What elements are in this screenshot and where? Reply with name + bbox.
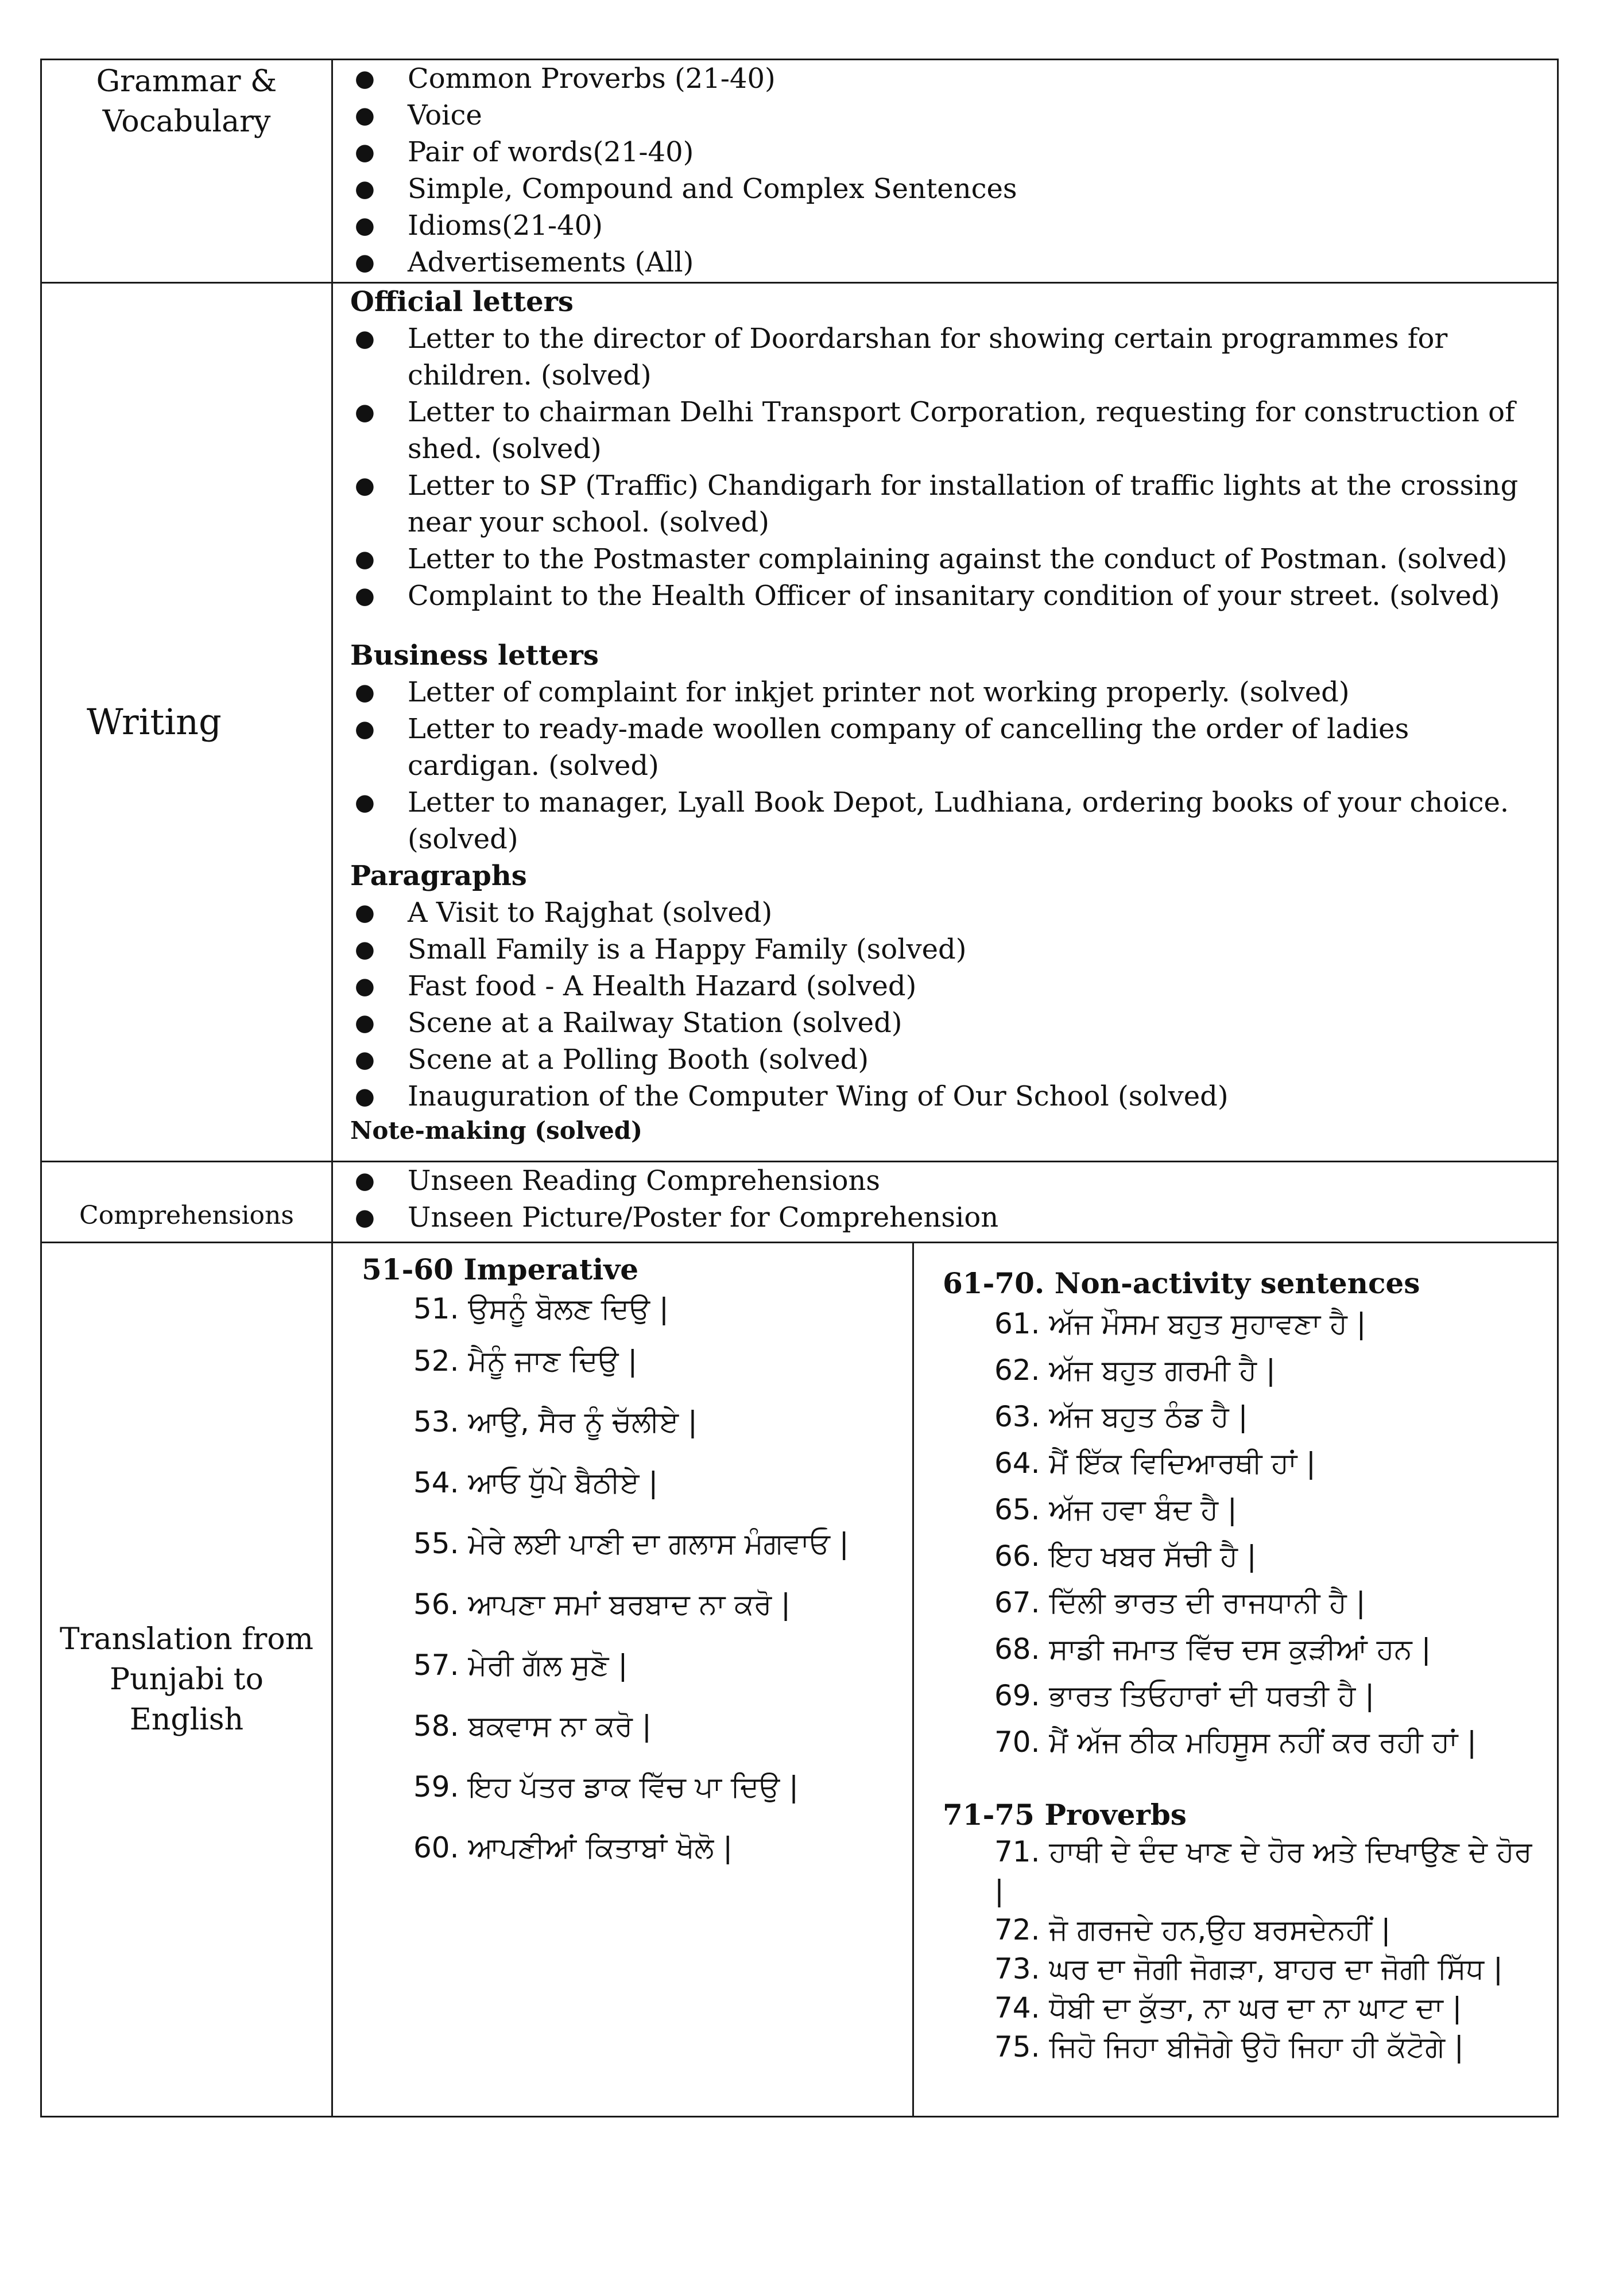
list-item: ● Inauguration of the Computer Wing of Our School (solved): [350, 1078, 1540, 1115]
nonactivity-heading: 61-70. Non-activity sentences: [943, 1266, 1420, 1300]
list-item: 60. ਆਪਣੀਆਂ ਕਿਤਾਬਾਂ ਖੋਲੋ |: [413, 1831, 733, 1864]
bullet-icon: ●: [355, 679, 375, 705]
writing-content: [332, 283, 1558, 1162]
spacer: [333, 614, 1557, 637]
bullet-icon: ●: [355, 973, 375, 999]
imperative-heading: 51-60 Imperative: [362, 1252, 639, 1286]
bullet-icon: ●: [355, 325, 375, 352]
nonactivity-column: [914, 1243, 1557, 2116]
list-item: ● Idioms(21-40): [350, 207, 1540, 244]
bullet-icon: ●: [355, 176, 375, 202]
list-item: ● Fast food - A Health Hazard (solved): [350, 968, 1540, 1004]
bullet-icon: ●: [355, 1168, 375, 1194]
list-item: ● Simple, Compound and Complex Sentences: [350, 170, 1540, 207]
list-item: 61. ਅੱਜ ਮੌਸਮ ਬਹੁਤ ਸੁਹਾਵਣਾ ਹੈ |: [994, 1307, 1366, 1340]
bullet-icon: ●: [355, 249, 375, 276]
list-item: 53. ਆਉ, ਸੈਰ ਨੂੰ ਚੱਲੀਏ |: [413, 1405, 698, 1438]
note-making-heading: Note-making (solved): [350, 1116, 643, 1145]
list-item: 51. ਉਸਨੂੰ ਬੋਲਣ ਦਿਉ |: [413, 1292, 669, 1325]
subject-translation: Translation from Punjabi to English: [41, 1243, 332, 2117]
list-item: 65. ਅੱਜ ਹਵਾ ਬੰਦ ਹੈ |: [994, 1493, 1237, 1526]
bullet-icon: ●: [355, 472, 375, 499]
row-translation: [41, 1243, 1558, 2117]
list-item: 75. ਜਿਹੋ ਜਿਹਾ ਬੀਜੋਗੇ ਉਹੋ ਜਿਹਾ ਹੀ ਕੱਟੋਗੇ |: [994, 2030, 1464, 2064]
list-item: ● Letter to chairman Delhi Transport Corporation, requesting for construction of shed. (solved): [350, 394, 1540, 467]
list-item: ● Advertisements (All): [350, 244, 1540, 281]
list-item: ● Scene at a Polling Booth (solved): [350, 1041, 1540, 1078]
list-item: ● Letter to the Postmaster complaining against the conduct of Postman. (solved): [350, 541, 1540, 577]
list-item: 62. ਅੱਜ ਬਹੁਤ ਗਰਮੀ ਹੈ |: [994, 1353, 1276, 1387]
list-item: 63. ਅੱਜ ਬਹੁਤ ਠੰਡ ਹੈ |: [994, 1400, 1248, 1433]
list-item: 67. ਦਿੱਲੀ ਭਾਰਤ ਦੀ ਰਾਜਧਾਨੀ ਹੈ |: [994, 1586, 1366, 1619]
list-item: 64. ਮੈਂ ਇੱਕ ਵਿਦਿਆਰਥੀ ਹਾਂ |: [994, 1446, 1316, 1480]
official-letters-heading: Official letters: [350, 286, 574, 318]
list-item: 52. ਮੈਨੂੰ ਜਾਣ ਦਿਉ |: [413, 1344, 638, 1378]
subject-grammar: Grammar & Vocabulary: [41, 60, 332, 283]
translation-content: [332, 1243, 1558, 2117]
bullet-icon: ●: [355, 399, 375, 425]
list-item: 71. ਹਾਥੀ ਦੇ ਦੰਦ ਖਾਣ ਦੇ ਹੋਰ ਅਤੇ ਦਿਖਾਉਣ ਦੇ ਹੋਰ |: [994, 1835, 1532, 1907]
bullet-icon: ●: [355, 212, 375, 239]
row-grammar: [41, 60, 1558, 283]
spacer: [914, 1766, 1557, 1798]
proverbs-heading: 71-75 Proverbs: [943, 1798, 1187, 1832]
bullet-icon: ●: [355, 546, 375, 572]
list-item: 66. ਇਹ ਖਬਰ ਸੱਚੀ ਹੈ |: [994, 1539, 1257, 1573]
business-letters-list: [333, 674, 1557, 858]
list-item: 70. ਮੈਂ ਅੱਜ ਠੀਕ ਮਹਿਸੂਸ ਨਹੀਂ ਕਰ ਰਹੀ ਹਾਂ |: [994, 1725, 1477, 1759]
list-item: ● Unseen Reading Comprehensions: [350, 1162, 1540, 1199]
imperative-list: [333, 1287, 912, 1878]
list-item: ● Voice: [350, 97, 1540, 134]
list-item: ● A Visit to Rajghat (solved): [350, 894, 1540, 931]
list-item: 56. ਆਪਣਾ ਸਮਾਂ ਬਰਬਾਦ ਨਾ ਕਰੋ |: [413, 1588, 791, 1621]
list-item: 58. ਬਕਵਾਸ ਨਾ ਕਰੋ |: [413, 1709, 652, 1743]
list-item: 72. ਜੋ ਗਰਜਦੇ ਹਨ,ਉਹ ਬਰਸਦੇਨਹੀਂ |: [994, 1913, 1391, 1946]
list-item: ● Common Proverbs (21-40): [350, 60, 1540, 97]
subject-comprehension: Comprehensions: [41, 1162, 332, 1243]
bullet-icon: ●: [355, 899, 375, 926]
bullet-icon: ●: [355, 65, 375, 92]
bullet-icon: ●: [355, 936, 375, 963]
bullet-icon: ●: [355, 102, 375, 129]
list-item: ● Small Family is a Happy Family (solved): [350, 931, 1540, 968]
row-comprehension: [41, 1162, 1558, 1243]
list-item: ● Letter to the director of Doordarshan for showing certain programmes for children. (solved): [350, 320, 1540, 394]
paragraphs-heading: Paragraphs: [350, 860, 527, 892]
list-item: 73. ਘਰ ਦਾ ਜੋਗੀ ਜੋਗੜਾ, ਬਾਹਰ ਦਾ ਜੋਗੀ ਸਿੱਧ |: [994, 1952, 1503, 1985]
list-item: 55. ਮੇਰੇ ਲਈ ਪਾਣੀ ਦਾ ਗਲਾਸ ਮੰਗਵਾਓ |: [413, 1527, 849, 1560]
comprehension-list: [333, 1162, 1557, 1236]
list-item: 59. ਇਹ ਪੱਤਰ ਡਾਕ ਵਿੱਚ ਪਾ ਦਿਉ |: [413, 1770, 799, 1804]
grammar-content: [332, 60, 1558, 283]
list-item: 68. ਸਾਡੀ ਜਮਾਤ ਵਿੱਚ ਦਸ ਕੁੜੀਆਂ ਹਨ |: [994, 1632, 1431, 1666]
bullet-icon: ●: [355, 789, 375, 816]
list-item: 74. ਧੋਬੀ ਦਾ ਕੁੱਤਾ, ਨਾ ਘਰ ਦਾ ਨਾ ਘਾਟ ਦਾ |: [994, 1991, 1462, 2024]
bullet-icon: ●: [355, 716, 375, 742]
business-letters-heading: Business letters: [350, 639, 599, 672]
list-item: 69. ਭਾਰਤ ਤਿਓਹਾਰਾਂ ਦੀ ਧਰਤੀ ਹੈ |: [994, 1679, 1375, 1712]
proverbs-list: [914, 1832, 1557, 2066]
list-item: 54. ਆਓ ਧੁੱਪੇ ਬੈਠੀਏ |: [413, 1466, 659, 1499]
comprehension-content: [332, 1162, 1558, 1243]
list-item: ● Letter to SP (Traffic) Chandigarh for installation of traffic lights at the crossing near your school. (solved): [350, 467, 1540, 541]
translation-columns: [333, 1243, 1557, 2116]
imperative-column: [333, 1243, 914, 2116]
list-item: ● Scene at a Railway Station (solved): [350, 1004, 1540, 1041]
nonactivity-list: [914, 1301, 1557, 1766]
list-item: 57. ਮੇਰੀ ਗੱਲ ਸੁਣੋ |: [413, 1649, 628, 1682]
bullet-icon: ●: [355, 1083, 375, 1110]
official-letters-list: [333, 320, 1557, 614]
bullet-icon: ●: [355, 1010, 375, 1036]
list-item: ● Complaint to the Health Officer of insanitary condition of your street. (solved): [350, 577, 1540, 614]
syllabus-table: [40, 59, 1559, 2117]
list-item: ● Pair of words(21-40): [350, 134, 1540, 170]
list-item: ● Unseen Picture/Poster for Comprehension: [350, 1199, 1540, 1236]
bullet-icon: ●: [355, 1046, 375, 1073]
bullet-icon: ●: [355, 583, 375, 609]
bullet-icon: ●: [355, 139, 375, 165]
list-item: ● Letter to ready-made woollen company of cancelling the order of ladies cardigan. (solved): [350, 711, 1540, 784]
bullet-icon: ●: [355, 1204, 375, 1231]
subject-writing: Writing: [41, 283, 332, 1162]
row-writing: [41, 283, 1558, 1162]
grammar-list: [333, 60, 1557, 281]
list-item: ● Letter to manager, Lyall Book Depot, Ludhiana, ordering books of your choice. (solved): [350, 784, 1540, 858]
paragraphs-list: [333, 894, 1557, 1115]
list-item: ● Letter of complaint for inkjet printer not working properly. (solved): [350, 674, 1540, 711]
